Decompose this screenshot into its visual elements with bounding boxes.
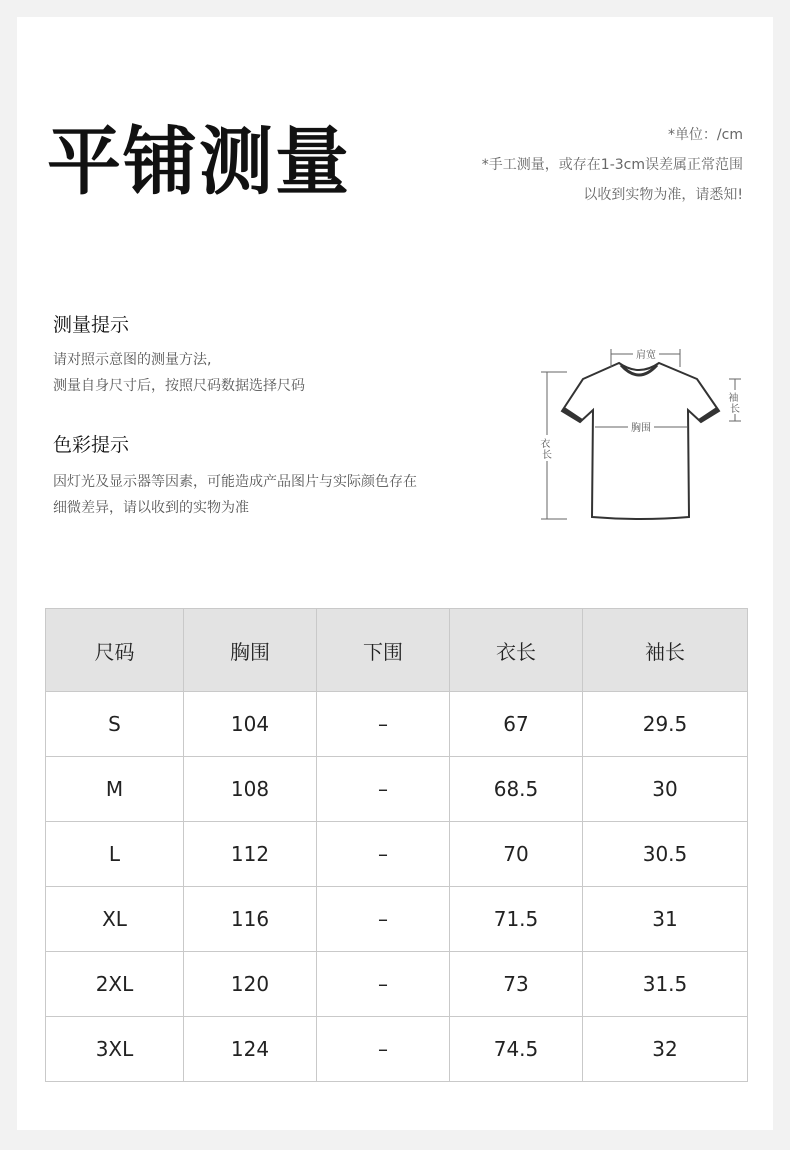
measure-tips-line: 请对照示意图的测量方法, (53, 352, 212, 368)
cell-hem: – (317, 952, 450, 1017)
table-row (46, 1017, 748, 1082)
cell-sleeve: 30.5 (583, 822, 748, 887)
color-tips-line: 因灯光及显示器等因素，可能造成产品图片与实际颜色存在 (53, 474, 417, 490)
color-tips-text (53, 469, 417, 521)
cell-hem: – (317, 757, 450, 822)
cell-chest: 120 (184, 952, 317, 1017)
sleeve-length-label-char: 长 (730, 404, 740, 415)
color-tips-heading: 色彩提示 (53, 434, 130, 456)
cell-length: 71.5 (450, 887, 583, 952)
table-row (46, 692, 748, 757)
cell-hem: – (317, 887, 450, 952)
cell-length: 70 (450, 822, 583, 887)
cell-chest: 104 (184, 692, 317, 757)
cell-chest: 108 (184, 757, 317, 822)
cell-size: M (46, 757, 184, 822)
body-length-label-char: 衣 (540, 439, 551, 450)
header-length: 衣长 (450, 609, 583, 692)
cell-sleeve: 31 (583, 887, 748, 952)
chest-label: 胸围 (631, 423, 651, 434)
cell-chest: 124 (184, 1017, 317, 1082)
cell-length: 74.5 (450, 1017, 583, 1082)
table-row (46, 822, 748, 887)
error-note: *手工测量，或存在1-3cm误差属正常范围 (481, 157, 743, 173)
cell-sleeve: 29.5 (583, 692, 748, 757)
actual-product-note: 以收到实物为准，请悉知! (583, 187, 743, 203)
measure-tips-text (53, 347, 305, 399)
size-chart-card (17, 17, 773, 1130)
cell-hem: – (317, 1017, 450, 1082)
header-chest: 胸围 (184, 609, 317, 692)
cell-size: L (46, 822, 184, 887)
shoulder-width-label: 肩宽 (636, 350, 656, 361)
table-row (46, 887, 748, 952)
header-size: 尺码 (46, 609, 184, 692)
cell-hem: – (317, 692, 450, 757)
cell-size: 2XL (46, 952, 184, 1017)
cell-chest: 112 (184, 822, 317, 887)
body-length-label-char: 长 (542, 450, 552, 461)
table-row (46, 757, 748, 822)
cell-sleeve: 31.5 (583, 952, 748, 1017)
cell-size: S (46, 692, 184, 757)
measure-tips-heading: 测量提示 (53, 314, 130, 336)
header-hem: 下围 (317, 609, 450, 692)
measurement-notes (482, 120, 743, 210)
cell-length: 73 (450, 952, 583, 1017)
measure-tips-line: 测量自身尺寸后，按照尺码数据选择尺码 (53, 378, 305, 394)
body-length-label (540, 437, 553, 461)
cell-hem: – (317, 822, 450, 887)
cell-length: 67 (450, 692, 583, 757)
cell-size: 3XL (46, 1017, 184, 1082)
sleeve-length-label (728, 391, 741, 415)
cell-size: XL (46, 887, 184, 952)
color-tips-line: 细微差异，请以收到的实物为准 (53, 500, 249, 516)
sleeve-length-label-char: 袖 (728, 393, 739, 404)
cell-length: 68.5 (450, 757, 583, 822)
cell-sleeve: 32 (583, 1017, 748, 1082)
size-table (45, 608, 748, 1082)
size-table-header-row (46, 609, 748, 692)
header-sleeve: 袖长 (583, 609, 748, 692)
tshirt-measurement-diagram (537, 327, 747, 537)
cell-sleeve: 30 (583, 757, 748, 822)
cell-chest: 116 (184, 887, 317, 952)
table-row (46, 952, 748, 1017)
tshirt-outline (562, 363, 719, 519)
unit-note: *单位：/cm (667, 127, 743, 143)
page-title: 平铺测量 (47, 119, 351, 205)
